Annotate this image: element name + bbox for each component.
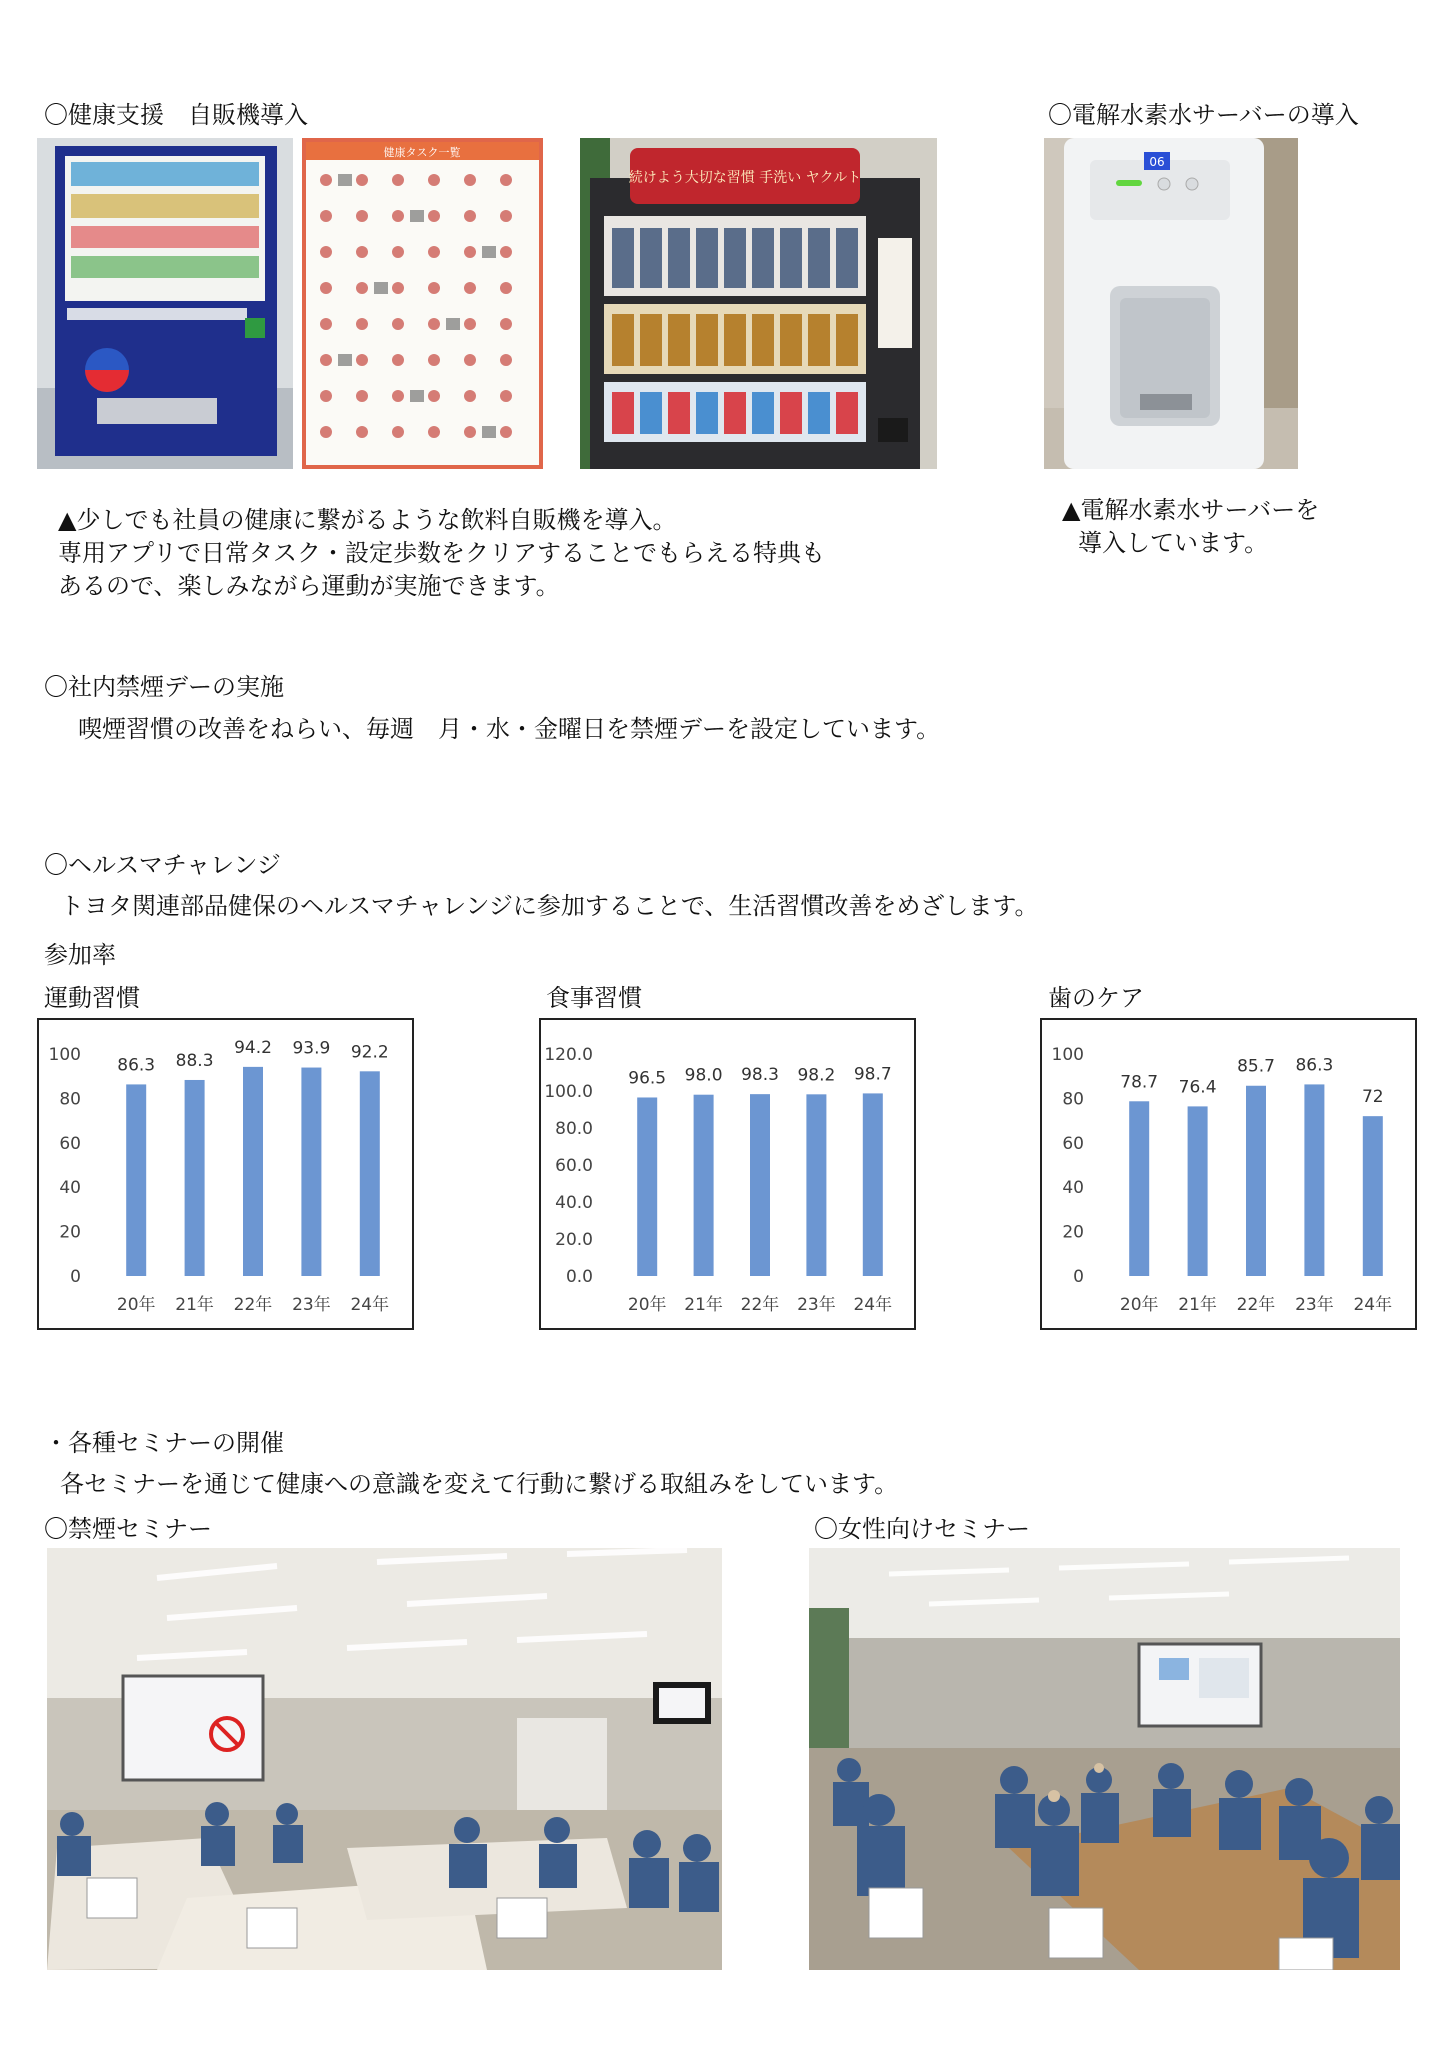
hydrogen-caption-line-2: 導入しています。 (1078, 529, 1269, 557)
bar (126, 1084, 146, 1276)
vending-heading: 〇健康支援 自販機導入 (44, 101, 308, 129)
y-tick-label: 60 (59, 1133, 81, 1154)
data-label: 76.4 (1178, 1077, 1217, 1098)
y-tick-label: 0.0 (565, 1267, 593, 1287)
y-tick-label: 60.0 (555, 1156, 593, 1176)
y-tick-label: 100 (48, 1045, 81, 1065)
bar (1363, 1116, 1383, 1276)
x-tick-label: 22年 (1236, 1295, 1276, 1315)
y-tick-label: 120.0 (544, 1045, 593, 1065)
exercise-habit-chart (37, 1018, 414, 1330)
x-tick-label: 20年 (627, 1295, 667, 1315)
y-tick-label: 100 (1051, 1045, 1084, 1065)
y-tick-label: 100.0 (544, 1082, 593, 1102)
x-tick-label: 20年 (1119, 1295, 1159, 1315)
dental-care-chart (1040, 1018, 1417, 1330)
x-tick-label: 20年 (116, 1295, 156, 1315)
health-challenge-heading: 〇ヘルスマチャレンジ (44, 851, 281, 879)
data-label: 88.3 (175, 1050, 214, 1071)
health-challenge-text: トヨタ関連部品健保のヘルスマチャレンジに参加することで、生活習慣改善をめざします。 (60, 892, 1039, 920)
pepsi-vending-machine-photo (37, 138, 293, 469)
data-label: 98.0 (684, 1065, 723, 1086)
hydrogen-heading: 〇電解水素水サーバーの導入 (1048, 101, 1359, 129)
bar (360, 1071, 380, 1276)
x-tick-label: 22年 (233, 1295, 273, 1315)
x-tick-label: 24年 (1353, 1295, 1393, 1315)
bar (806, 1094, 826, 1276)
no-smoking-day-text: 喫煙習慣の改善をねらい、毎週 月・水・金曜日を禁煙デーを設定しています。 (78, 715, 941, 743)
y-tick-label: 60 (1062, 1133, 1084, 1154)
bar (863, 1093, 883, 1276)
chart-title-exercise: 運動習慣 (44, 984, 140, 1012)
y-tick-label: 0 (1073, 1267, 1084, 1287)
vending-caption-line-3: あるので、楽しみながら運動が実施できます。 (58, 572, 560, 600)
chart-title-diet: 食事習慣 (546, 984, 642, 1012)
x-tick-label: 21年 (684, 1295, 723, 1315)
bar (301, 1068, 321, 1276)
y-tick-label: 20 (1062, 1222, 1084, 1243)
diet-habit-chart (539, 1018, 916, 1330)
bar (1129, 1101, 1149, 1276)
bar (637, 1097, 657, 1276)
vending-caption-line-2: 専用アプリで日常タスク・設定歩数をクリアすることでもらえる特典も (58, 539, 826, 567)
bar (1188, 1106, 1208, 1276)
y-tick-label: 40.0 (555, 1193, 593, 1213)
x-tick-label: 23年 (797, 1295, 836, 1315)
y-tick-label: 80.0 (555, 1119, 593, 1139)
bar (750, 1094, 770, 1276)
poster-title: 健康タスク一覧 (383, 146, 461, 159)
x-tick-label: 21年 (1178, 1295, 1217, 1315)
x-tick-label: 21年 (175, 1295, 214, 1315)
yakult-banner-text: 続けよう大切な習慣 手洗い ヤクルト (628, 170, 862, 186)
server-display: 06 (1149, 155, 1165, 169)
data-label: 94.2 (234, 1037, 272, 1058)
bar (694, 1095, 714, 1276)
no-smoking-day-heading: 〇社内禁煙デーの実施 (44, 673, 284, 701)
data-label: 98.3 (741, 1065, 779, 1086)
data-label: 92.2 (350, 1042, 389, 1063)
vending-caption-line-1: ▲少しでも社員の健康に繋がるような飲料自販機を導入。 (58, 506, 677, 534)
x-tick-label: 24年 (350, 1295, 390, 1315)
data-label: 85.7 (1237, 1056, 1275, 1077)
y-tick-label: 80 (1062, 1089, 1084, 1110)
data-label: 78.7 (1120, 1072, 1159, 1093)
hydrogen-caption-line-1: ▲電解水素水サーバーを (1062, 496, 1320, 524)
y-tick-label: 20 (59, 1222, 81, 1243)
bar (1304, 1084, 1324, 1276)
data-label: 86.3 (1295, 1055, 1334, 1076)
x-tick-label: 22年 (740, 1295, 780, 1315)
bar (1246, 1086, 1266, 1276)
health-task-poster-photo (302, 138, 543, 469)
women-seminar-heading: 〇女性向けセミナー (814, 1515, 1030, 1543)
data-label: 86.3 (117, 1055, 156, 1076)
data-label: 98.2 (797, 1065, 836, 1086)
data-label: 93.9 (292, 1038, 331, 1059)
y-tick-label: 0 (70, 1267, 81, 1287)
participation-rate-label: 参加率 (44, 941, 116, 969)
seminars-text: 各セミナーを通じて健康への意識を変えて行動に繋げる取組みをしています。 (60, 1470, 899, 1498)
women-seminar-photo (809, 1548, 1400, 1970)
x-tick-label: 23年 (1295, 1295, 1334, 1315)
y-tick-label: 40 (59, 1178, 81, 1199)
smoking-seminar-photo (47, 1548, 722, 1970)
data-label: 98.7 (853, 1064, 892, 1085)
chart-title-dental: 歯のケア (1048, 984, 1144, 1012)
y-tick-label: 80 (59, 1089, 81, 1110)
x-tick-label: 24年 (853, 1295, 893, 1315)
bar (243, 1067, 263, 1276)
hydrogen-water-server-photo (1044, 138, 1298, 469)
x-tick-label: 23年 (292, 1295, 331, 1315)
smoking-seminar-heading: 〇禁煙セミナー (44, 1515, 212, 1543)
y-tick-label: 20.0 (555, 1230, 593, 1250)
y-tick-label: 40 (1062, 1178, 1084, 1199)
data-label: 72 (1361, 1087, 1384, 1108)
seminars-heading: ・各種セミナーの開催 (44, 1429, 284, 1457)
data-label: 96.5 (628, 1068, 667, 1089)
bar (185, 1080, 205, 1276)
yakult-vending-machine-photo (580, 138, 937, 469)
